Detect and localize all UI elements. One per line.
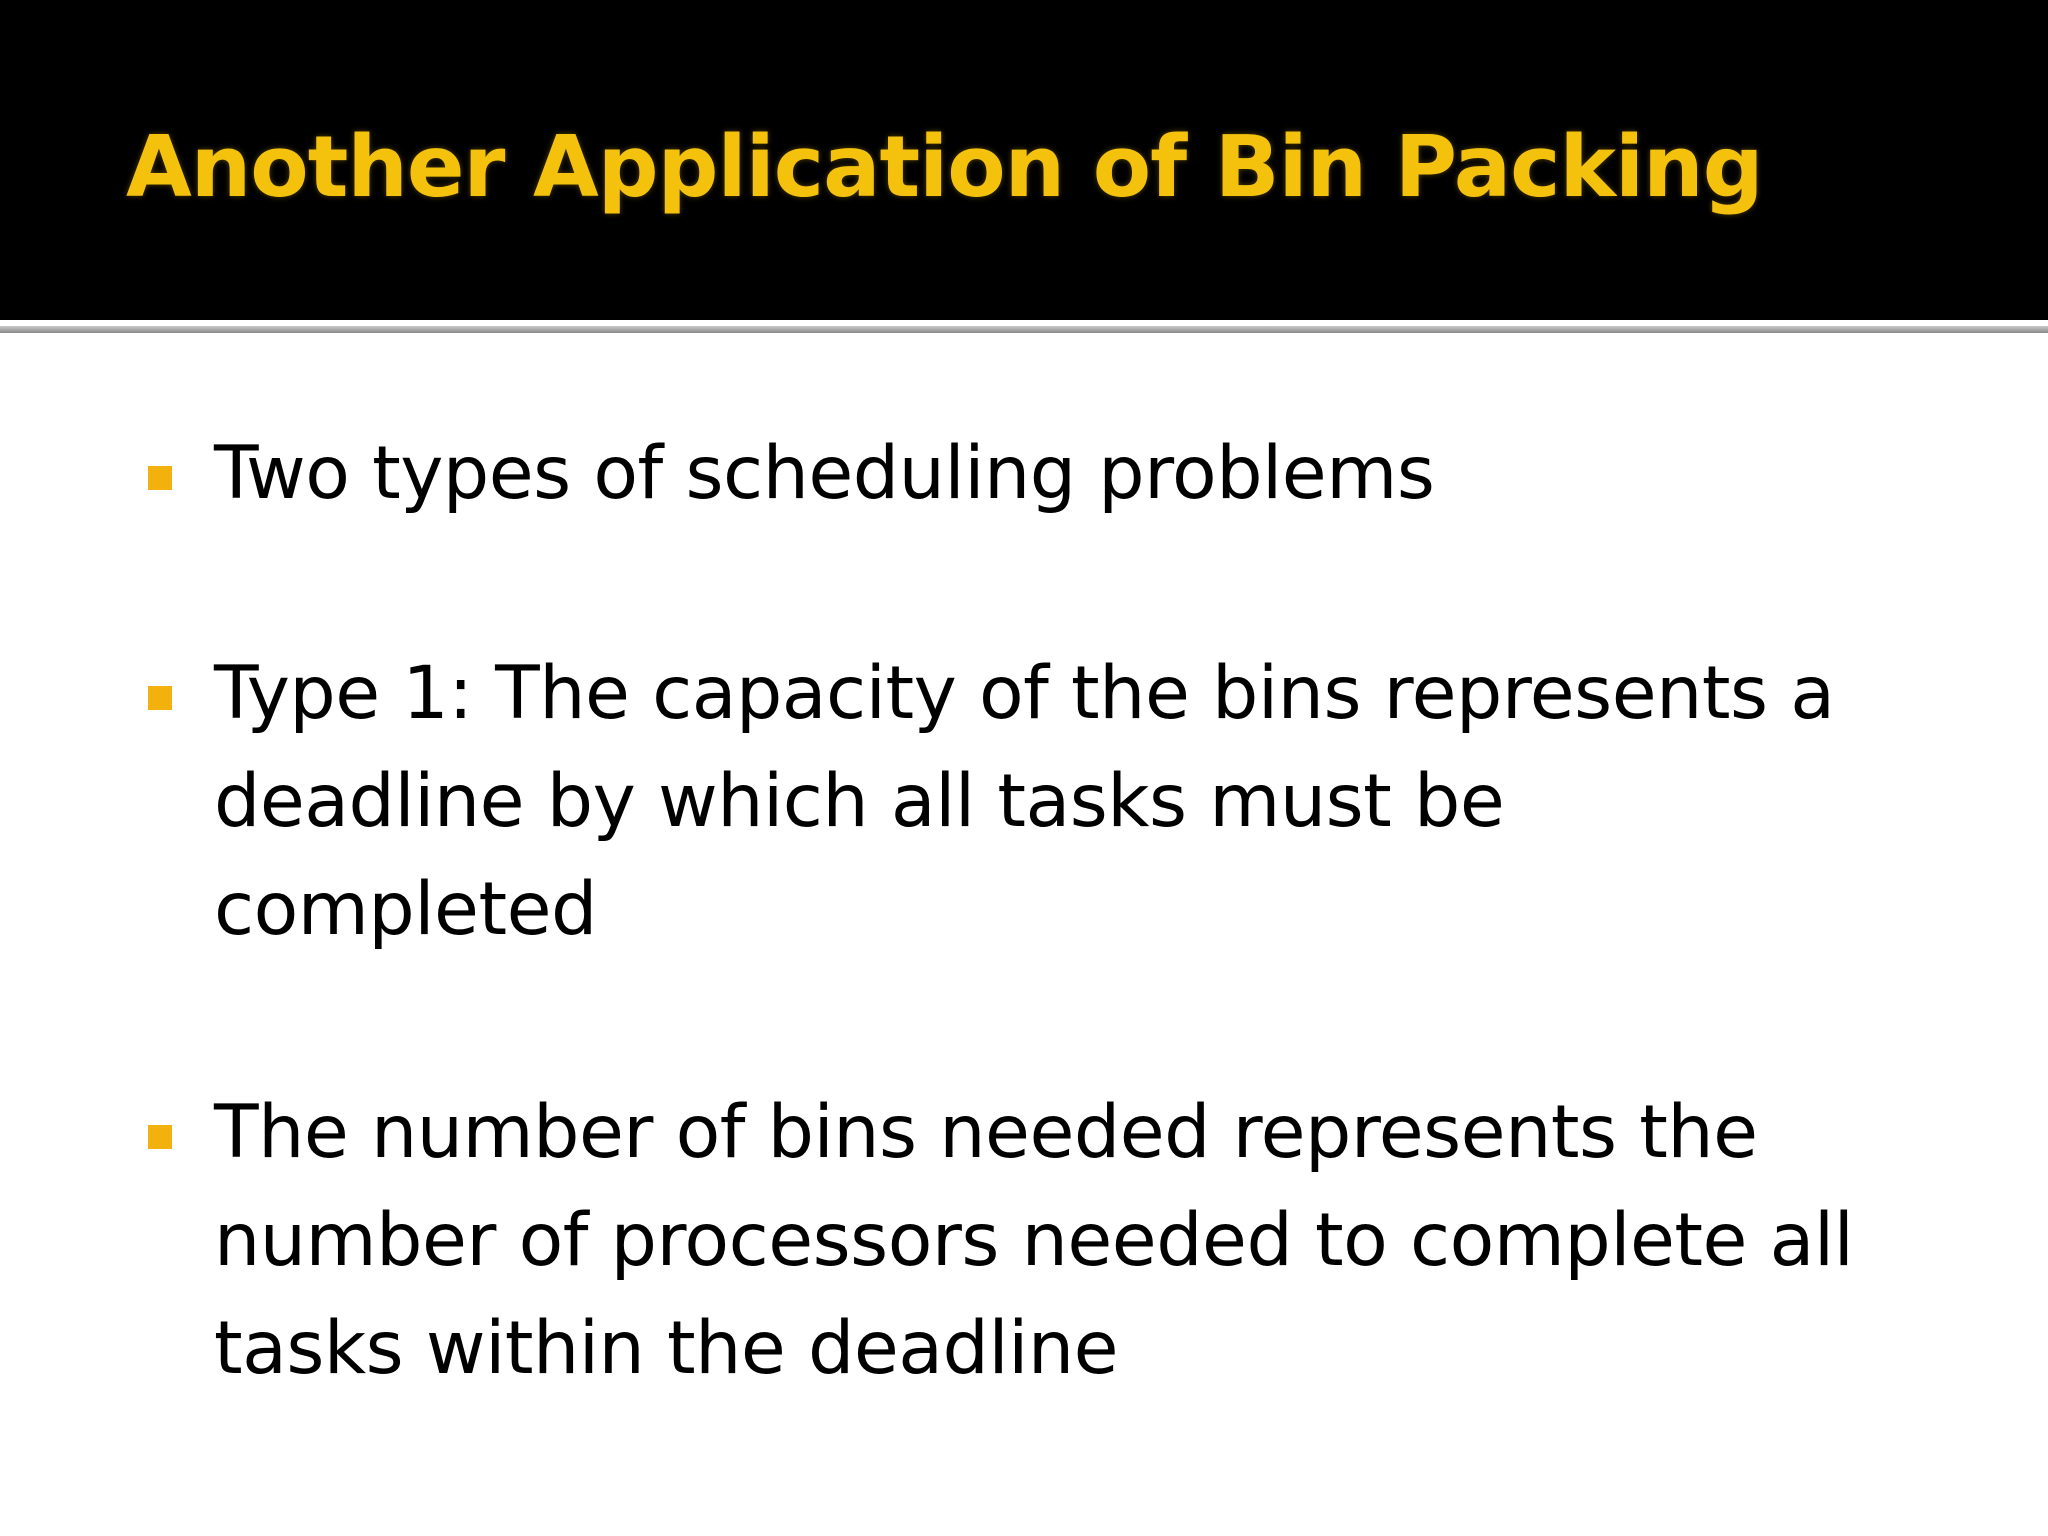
square-bullet-icon <box>148 686 172 710</box>
square-bullet-icon <box>148 466 172 490</box>
bullet-text: The number of bins needed represents the number of processors needed to complete all tasks within the deadline <box>214 1090 1854 1391</box>
slide-title: Another Application of Bin Packing <box>126 118 1763 217</box>
square-bullet-icon <box>148 1125 172 1149</box>
bullet-text: Type 1: The capacity of the bins represents a deadline by which all tasks must be completed <box>214 651 1835 952</box>
bullet-text: Two types of scheduling problems <box>214 431 1435 516</box>
